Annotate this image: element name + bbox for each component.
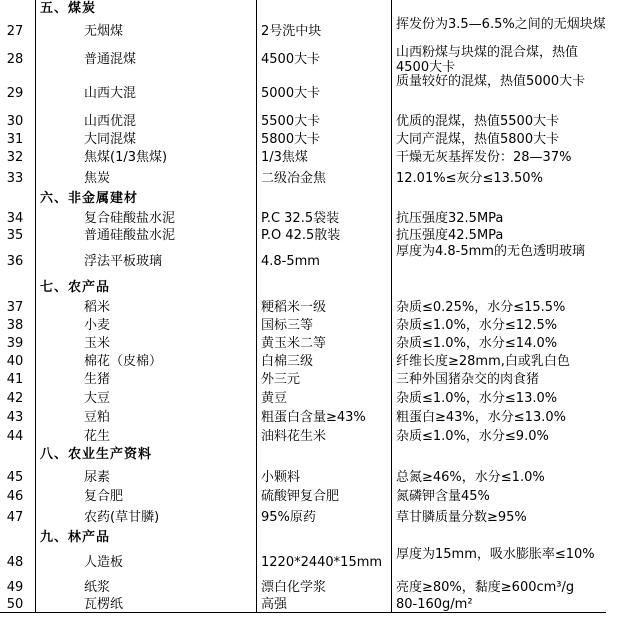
quality-description: 杂质≤1.0%，水分≤9.0% — [396, 429, 549, 444]
row-number: 47 — [6, 510, 24, 525]
quality-description: 优质的混煤，热值5500大卡 — [396, 114, 560, 129]
commodity-name: 焦煤(1/3焦煤) — [84, 150, 168, 165]
quality-description: 粗蛋白≥43%，水分≤13.0% — [396, 410, 566, 425]
row-number: 27 — [6, 24, 24, 39]
category-label: 六、非金属建材 — [40, 191, 139, 206]
row-number: 40 — [6, 354, 24, 369]
table-row — [0, 335, 618, 352]
commodity-name: 纸浆 — [84, 580, 111, 595]
table-row — [0, 547, 618, 578]
category-label: 七、农产品 — [40, 280, 111, 295]
table-row — [0, 299, 618, 316]
commodity-name: 豆粕 — [84, 410, 111, 425]
table-row — [0, 148, 618, 167]
category-label: 八、农业生产资料 — [40, 447, 153, 462]
category-row — [0, 0, 618, 17]
commodity-name: 花生 — [84, 429, 111, 444]
table-row — [0, 408, 618, 426]
commodity-name: 农药(草甘膦) — [84, 510, 160, 525]
row-number: 31 — [6, 132, 24, 147]
table-row — [0, 505, 618, 529]
row-number: 50 — [6, 597, 24, 612]
row-number: 45 — [6, 470, 24, 485]
row-number: 35 — [6, 228, 24, 243]
quality-description: 山西粉煤与块煤的混合煤，热值4500大卡 — [396, 45, 579, 75]
specification: 95%原药 — [261, 510, 316, 525]
commodity-name: 大豆 — [84, 391, 111, 406]
commodity-name: 无烟煤 — [84, 24, 124, 39]
commodity-name: 瓦楞纸 — [84, 597, 124, 612]
specification: 黄豆 — [261, 391, 288, 406]
category-row — [0, 529, 618, 547]
specification: 5500大卡 — [261, 114, 321, 129]
quality-description: 纤维长度≥28mm,白或乳白色 — [396, 354, 570, 369]
specification: 5800大卡 — [261, 132, 321, 147]
commodity-name: 焦炭 — [84, 171, 111, 186]
commodity-name: 山西优混 — [84, 114, 137, 129]
specification: 5000大卡 — [261, 86, 321, 101]
category-label: 五、煤炭 — [40, 1, 97, 16]
quality-description: 氮磷钾含量45% — [396, 489, 490, 504]
table-row — [0, 388, 618, 408]
quality-description: 杂质≤1.0%，水分≤12.5% — [396, 318, 558, 333]
table-row — [0, 352, 618, 370]
table-row — [0, 74, 618, 112]
quality-description: 12.01%≤灰分≤13.50% — [396, 171, 543, 186]
specification: 黄玉米二等 — [261, 336, 327, 351]
row-number: 37 — [6, 300, 24, 315]
specification: 高强 — [261, 597, 288, 612]
commodity-name: 山西大混 — [84, 86, 137, 101]
commodity-name: 尿素 — [84, 470, 111, 485]
specification: 硫酸钾复合肥 — [261, 489, 340, 504]
specification: 2号洗中块 — [261, 24, 322, 39]
specification: 粳稻米一级 — [261, 300, 327, 315]
specification: 1/3焦煤 — [261, 150, 308, 165]
commodity-name: 大同混煤 — [84, 132, 137, 147]
table-row — [0, 596, 618, 612]
commodity-name: 玉米 — [84, 336, 111, 351]
quality-description: 大同产混煤，热值5800大卡 — [396, 132, 560, 147]
quality-description: 三种外国猪杂交的肉食猪 — [396, 372, 540, 387]
table-row — [0, 210, 618, 227]
table-row — [0, 578, 618, 596]
specification: 外三元 — [261, 372, 301, 387]
row-number: 49 — [6, 580, 24, 595]
table-row — [0, 45, 618, 74]
row-number: 38 — [6, 318, 24, 333]
commodity-name: 棉花（皮棉） — [84, 354, 163, 369]
row-number: 43 — [6, 410, 24, 425]
specification: 漂白化学浆 — [261, 580, 327, 595]
table-row — [0, 370, 618, 388]
row-number: 32 — [6, 150, 24, 165]
quality-description: 草甘膦质量分数≥95% — [396, 510, 527, 525]
quality-description: 干燥无灰基挥发份：28—37% — [396, 150, 572, 165]
category-label: 九、林产品 — [40, 530, 111, 545]
row-number: 48 — [6, 555, 24, 570]
specification: 二级冶金焦 — [261, 171, 327, 186]
commodity-name: 稻米 — [84, 300, 111, 315]
commodity-name: 复合肥 — [84, 489, 124, 504]
row-number: 30 — [6, 114, 24, 129]
commodity-name: 浮法平板玻璃 — [84, 254, 163, 269]
row-number: 36 — [6, 254, 24, 269]
table-row — [0, 167, 618, 190]
commodity-name: 复合硅酸盐水泥 — [84, 211, 176, 226]
commodity-name: 小麦 — [84, 318, 111, 333]
specification: P.C 32.5袋装 — [261, 211, 340, 226]
specification: 1220*2440*15mm — [261, 555, 383, 570]
quality-description: 厚度为4.8-5mm的无色透明玻璃 — [396, 244, 585, 259]
specification: P.O 42.5散装 — [261, 228, 341, 243]
row-number: 34 — [6, 211, 24, 226]
row-number: 39 — [6, 336, 24, 351]
row-number: 33 — [6, 171, 24, 186]
commodity-name: 普通硅酸盐水泥 — [84, 228, 176, 243]
quality-description: 抗压强度42.5MPa — [396, 228, 504, 243]
quality-description: 亮度≥80%，黏度≥600cm³/g — [396, 580, 575, 595]
table-row — [0, 426, 618, 446]
table-row — [0, 468, 618, 487]
table-row — [0, 244, 618, 279]
table-row — [0, 227, 618, 244]
specification: 国标三等 — [261, 318, 314, 333]
row-number: 28 — [6, 52, 24, 67]
row-number: 29 — [6, 86, 24, 101]
table-row — [0, 487, 618, 505]
table-row — [0, 316, 618, 335]
specification: 小颗料 — [261, 470, 301, 485]
row-number: 42 — [6, 391, 24, 406]
quality-description: 总氮≥46%，水分≤1.0% — [396, 470, 545, 485]
specification: 4500大卡 — [261, 52, 321, 67]
row-number: 44 — [6, 429, 24, 444]
quality-description: 挥发份为3.5—6.5%之间的无烟块煤 — [396, 17, 606, 32]
quality-description: 杂质≤1.0%，水分≤13.0% — [396, 391, 558, 406]
table-row — [0, 112, 618, 131]
category-row — [0, 279, 618, 299]
specification: 白棉三级 — [261, 354, 314, 369]
table-row — [0, 17, 618, 45]
quality-description: 质量较好的混煤，热值5000大卡 — [396, 74, 586, 89]
category-row — [0, 446, 618, 468]
quality-description: 杂质≤0.25%，水分≤15.5% — [396, 300, 566, 315]
row-number: 46 — [6, 489, 24, 504]
quality-description: 80-160g/m² — [396, 597, 473, 612]
commodity-name: 人造板 — [84, 555, 124, 570]
column-divider-right — [391, 0, 392, 612]
specification: 4.8-5mm — [261, 254, 320, 269]
quality-description: 厚度为15mm，吸水膨胀率≤10% — [396, 547, 595, 562]
commodity-name: 生猪 — [84, 372, 111, 387]
table-bottom-rule — [0, 612, 606, 613]
commodity-name: 普通混煤 — [84, 52, 137, 67]
specification: 油料花生米 — [261, 429, 327, 444]
table-row — [0, 131, 618, 148]
quality-description: 抗压强度32.5MPa — [396, 211, 504, 226]
specification: 粗蛋白含量≥43% — [261, 410, 366, 425]
quality-description: 杂质≤1.0%，水分≤14.0% — [396, 336, 558, 351]
column-divider-left — [35, 0, 36, 612]
category-row — [0, 190, 618, 210]
column-divider-middle — [256, 0, 257, 612]
row-number: 41 — [6, 372, 24, 387]
